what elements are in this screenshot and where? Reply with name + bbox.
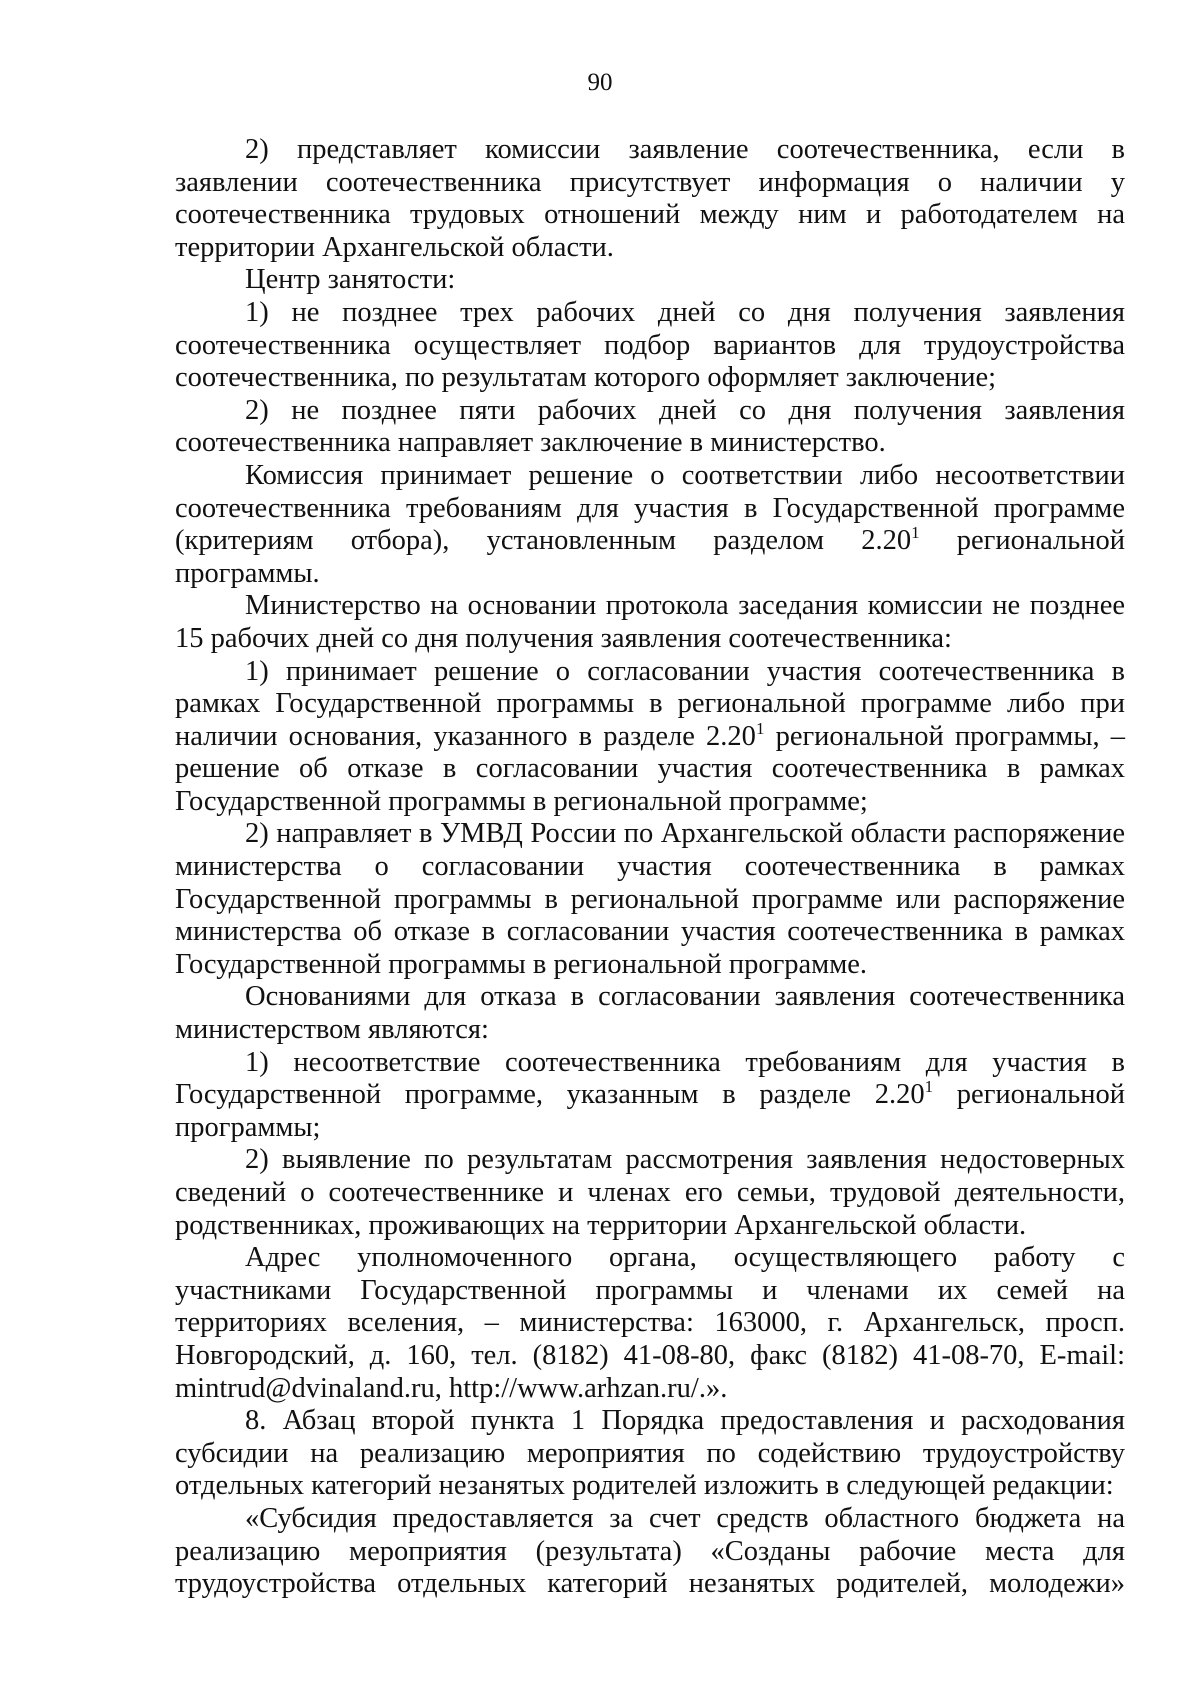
paragraph: Адрес уполномоченного органа, осуществляющего работу с участниками Государственной программы и членами их семей на территориях вселения, – министерства: 163000, г. Архангельск, просп. Новгородский, д. 160, тел. (8182) 41-08-80, факс (8182) 41-08-70, E-mail: mintrud@dvinaland.ru, http://www.arhzan.ru/.». xyxy=(175,1242,1125,1404)
paragraph: 2) выявление по результатам рассмотрения заявления недостоверных сведений о соотечественнике и членах его семьи, трудовой деятельности, родственниках, проживающих на территории Архангельской области. xyxy=(175,1144,1125,1241)
superscript: 1 xyxy=(924,1077,934,1097)
superscript: 1 xyxy=(755,718,765,738)
paragraph-text: Комиссия принимает решение о соответствии либо несоответствии соотечественника требованиям для участия в Государственной программе (критериям отбора), установленным разделом 2.20 xyxy=(175,459,1125,557)
paragraph xyxy=(175,656,1125,819)
document-body xyxy=(175,134,1125,1601)
paragraph xyxy=(175,460,1125,590)
paragraph-text: региональной программы. xyxy=(175,525,1126,589)
paragraph: «Субсидия предоставляется за счет средств областного бюджета на реализацию мероприятия (результата) «Созданы рабочие места для трудоустройства отдельных категорий незанятых родителей, молодежи» xyxy=(175,1502,1125,1600)
paragraph: 8. Абзац второй пункта 1 Порядка предоставления и расходования субсидии на реализацию мероприятия по содействию трудоустройству отдельных категорий незанятых родителей изложить в следующей редакции: xyxy=(175,1405,1125,1502)
page-number: 90 xyxy=(587,69,613,96)
paragraph-text: региональной программы, – решение об отказе в согласовании участия соотечественника в рамках Государственной программы в региональной программе; xyxy=(175,720,1125,817)
paragraph: Центр занятости: xyxy=(245,264,456,296)
paragraph xyxy=(175,1047,1125,1145)
superscript: 1 xyxy=(911,523,920,543)
paragraph: 2) направляет в УМВД России по Архангельской области распоряжение министерства о согласовании участия соотечественника в рамках Государственной программы в региональной программе или распоряжение министерства об отказе в согласовании участия соотечественника в рамках Государственной программы в региональной программе. xyxy=(175,818,1125,980)
paragraph: Министерство на основании протокола заседания комиссии не позднее 15 рабочих дней со дня получения заявления соотечественника: xyxy=(175,590,1125,654)
paragraph-text: 1) принимает решение о согласовании участия соотечественника в рамках Государственной программы в региональной программе либо при наличии основания, указанного в разделе 2.20 xyxy=(175,655,1125,752)
paragraph-text: 1) несоответствие соотечественника требованиям для участия в Государственной программе, указанным в разделе 2.20 xyxy=(175,1046,1125,1111)
paragraph: 1) не позднее трех рабочих дней со дня получения заявления соотечественника осуществляет подбор вариантов для трудоустройства соотечественника, по результатам которого оформляет заключение; xyxy=(175,296,1125,394)
paragraph-text: региональной программы; xyxy=(175,1079,1126,1143)
paragraph: 2) представляет комиссии заявление соотечественника, если в заявлении соотечественника присутствует информация о наличии у соотечественника трудовых отношений между ним и работодателем на территории Архангельской области. xyxy=(175,134,1125,263)
paragraph: 2) не позднее пяти рабочих дней со дня получения заявления соотечественника направляет заключение в министерство. xyxy=(175,394,1125,459)
paragraph: Основаниями для отказа в согласовании заявления соотечественника министерством являются: xyxy=(175,981,1125,1046)
